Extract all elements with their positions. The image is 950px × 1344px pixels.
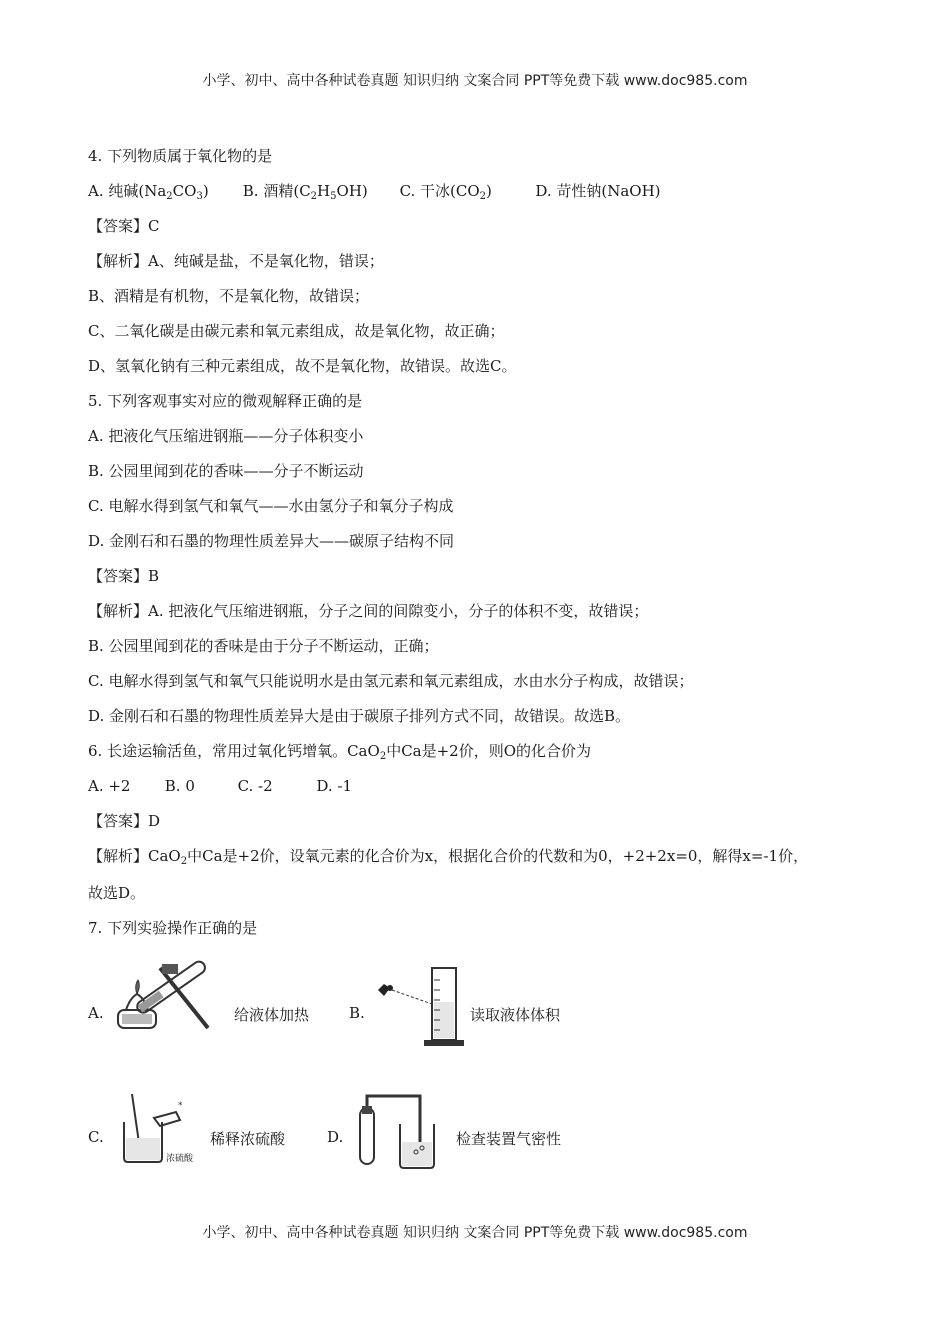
q5-option-c: C. 电解水得到氢气和氧气——水由氢分子和氧分子构成 xyxy=(88,497,454,515)
q4-options xyxy=(88,181,661,207)
q4-analysis-line: 【解析】A、纯碱是盐，不是氧化物，错误； xyxy=(88,252,384,270)
q6-answer: 【答案】D xyxy=(88,812,161,830)
q7-option-c-label: 稀释浓硫酸 xyxy=(210,1130,286,1148)
q5-stem: 5. 下列客观事实对应的微观解释正确的是 xyxy=(88,392,363,410)
q7-option-b-letter: B. xyxy=(349,1004,365,1022)
q7-option-d-letter: D. xyxy=(327,1128,344,1146)
svg-text:*: * xyxy=(178,1101,183,1111)
q5-analysis-line: B. 公园里闻到花的香味是由于分子不断运动，正确； xyxy=(88,637,439,655)
q4-stem: 4. 下列物质属于氧化物的是 xyxy=(88,147,273,165)
q7-option-a-letter: A. xyxy=(88,1004,104,1022)
q4-option-b: B. 酒精$(C_2H_5OH)$ xyxy=(242,182,368,202)
q5-option-d: D. 金刚石和石墨的物理性质差异大——碳原子结构不同 xyxy=(88,532,455,550)
q4-option-c: C. 干冰$(CO_2)$ xyxy=(399,182,492,202)
q5-analysis-line: 【解析】A. 把液化气压缩进钢瓶，分子之间的间隙变小，分子的体积不变，故错误； xyxy=(88,602,649,620)
q7-option-a-label: 给液体加热 xyxy=(234,1006,310,1024)
q4-option-d: D. 苛性钠(NaOH) xyxy=(535,182,661,200)
q5-option-b: B. 公园里闻到花的香味——分子不断运动 xyxy=(88,462,364,480)
q4-analysis-line: B、酒精是有机物，不是氧化物，故错误； xyxy=(88,287,370,305)
q6-analysis-line: 故选D。 xyxy=(88,884,146,902)
q5-answer: 【答案】B xyxy=(88,567,160,585)
test-tube-heating-figure xyxy=(112,950,222,1035)
q4-analysis-line: C、二氧化碳是由碳元素和氧元素组成，故是氧化物，故正确； xyxy=(88,322,505,340)
q6-option-a: A. +2 xyxy=(88,777,131,795)
q7-option-d-label: 检查装置气密性 xyxy=(456,1130,562,1148)
q5-analysis-line: D. 金刚石和石墨的物理性质差异大是由于碳原子排列方式不同，故错误。故选B。 xyxy=(88,707,631,725)
q4-option-a: A. 纯碱$(Na_2CO_3)$ xyxy=(88,182,209,202)
q6-option-b: B. 0 xyxy=(164,777,195,795)
q6-analysis-line: 【解析】CaO$_2$中Ca是+2价，设氧元素的化合价为x，根据化合价的代数和为0，+2+2x=0，解得x=-1价， xyxy=(88,847,809,867)
graduated-cylinder-figure xyxy=(370,960,470,1050)
q7-option-b-label: 读取液体体积 xyxy=(470,1006,561,1024)
q6-stem: 6. 长途运输活鱼，常用过氧化钙增氧。CaO$_2$中Ca是+2价，则O的化合价为 xyxy=(88,742,592,762)
q7-option-c-letter: C. xyxy=(88,1128,104,1146)
q6-option-c: C. -2 xyxy=(237,777,273,795)
q5-analysis-line: C. 电解水得到氢气和氧气只能说明水是由氢元素和氧元素组成，水由水分子构成，故错误； xyxy=(88,672,694,690)
q5-option-a: A. 把液化气压缩进钢瓶——分子体积变小 xyxy=(88,427,364,445)
q6-options xyxy=(88,776,352,796)
q4-answer: 【答案】C xyxy=(88,217,160,235)
conc-sulfuric-acid-label: 浓硫酸 xyxy=(166,1154,194,1164)
page-header: 小学、初中、高中各种试卷真题 知识归纳 文案合同 PPT等免费下载 www.doc985.com xyxy=(202,73,748,89)
airtightness-check-figure xyxy=(350,1090,440,1175)
q4-analysis-line: D、氢氧化钠有三种元素组成，故不是氧化物，故错误。故选C。 xyxy=(88,357,517,375)
q7-stem: 7. 下列实验操作正确的是 xyxy=(88,919,258,937)
q6-option-d: D. -1 xyxy=(316,777,352,795)
page-footer: 小学、初中、高中各种试卷真题 知识归纳 文案合同 PPT等免费下载 www.doc985.com xyxy=(202,1225,748,1241)
